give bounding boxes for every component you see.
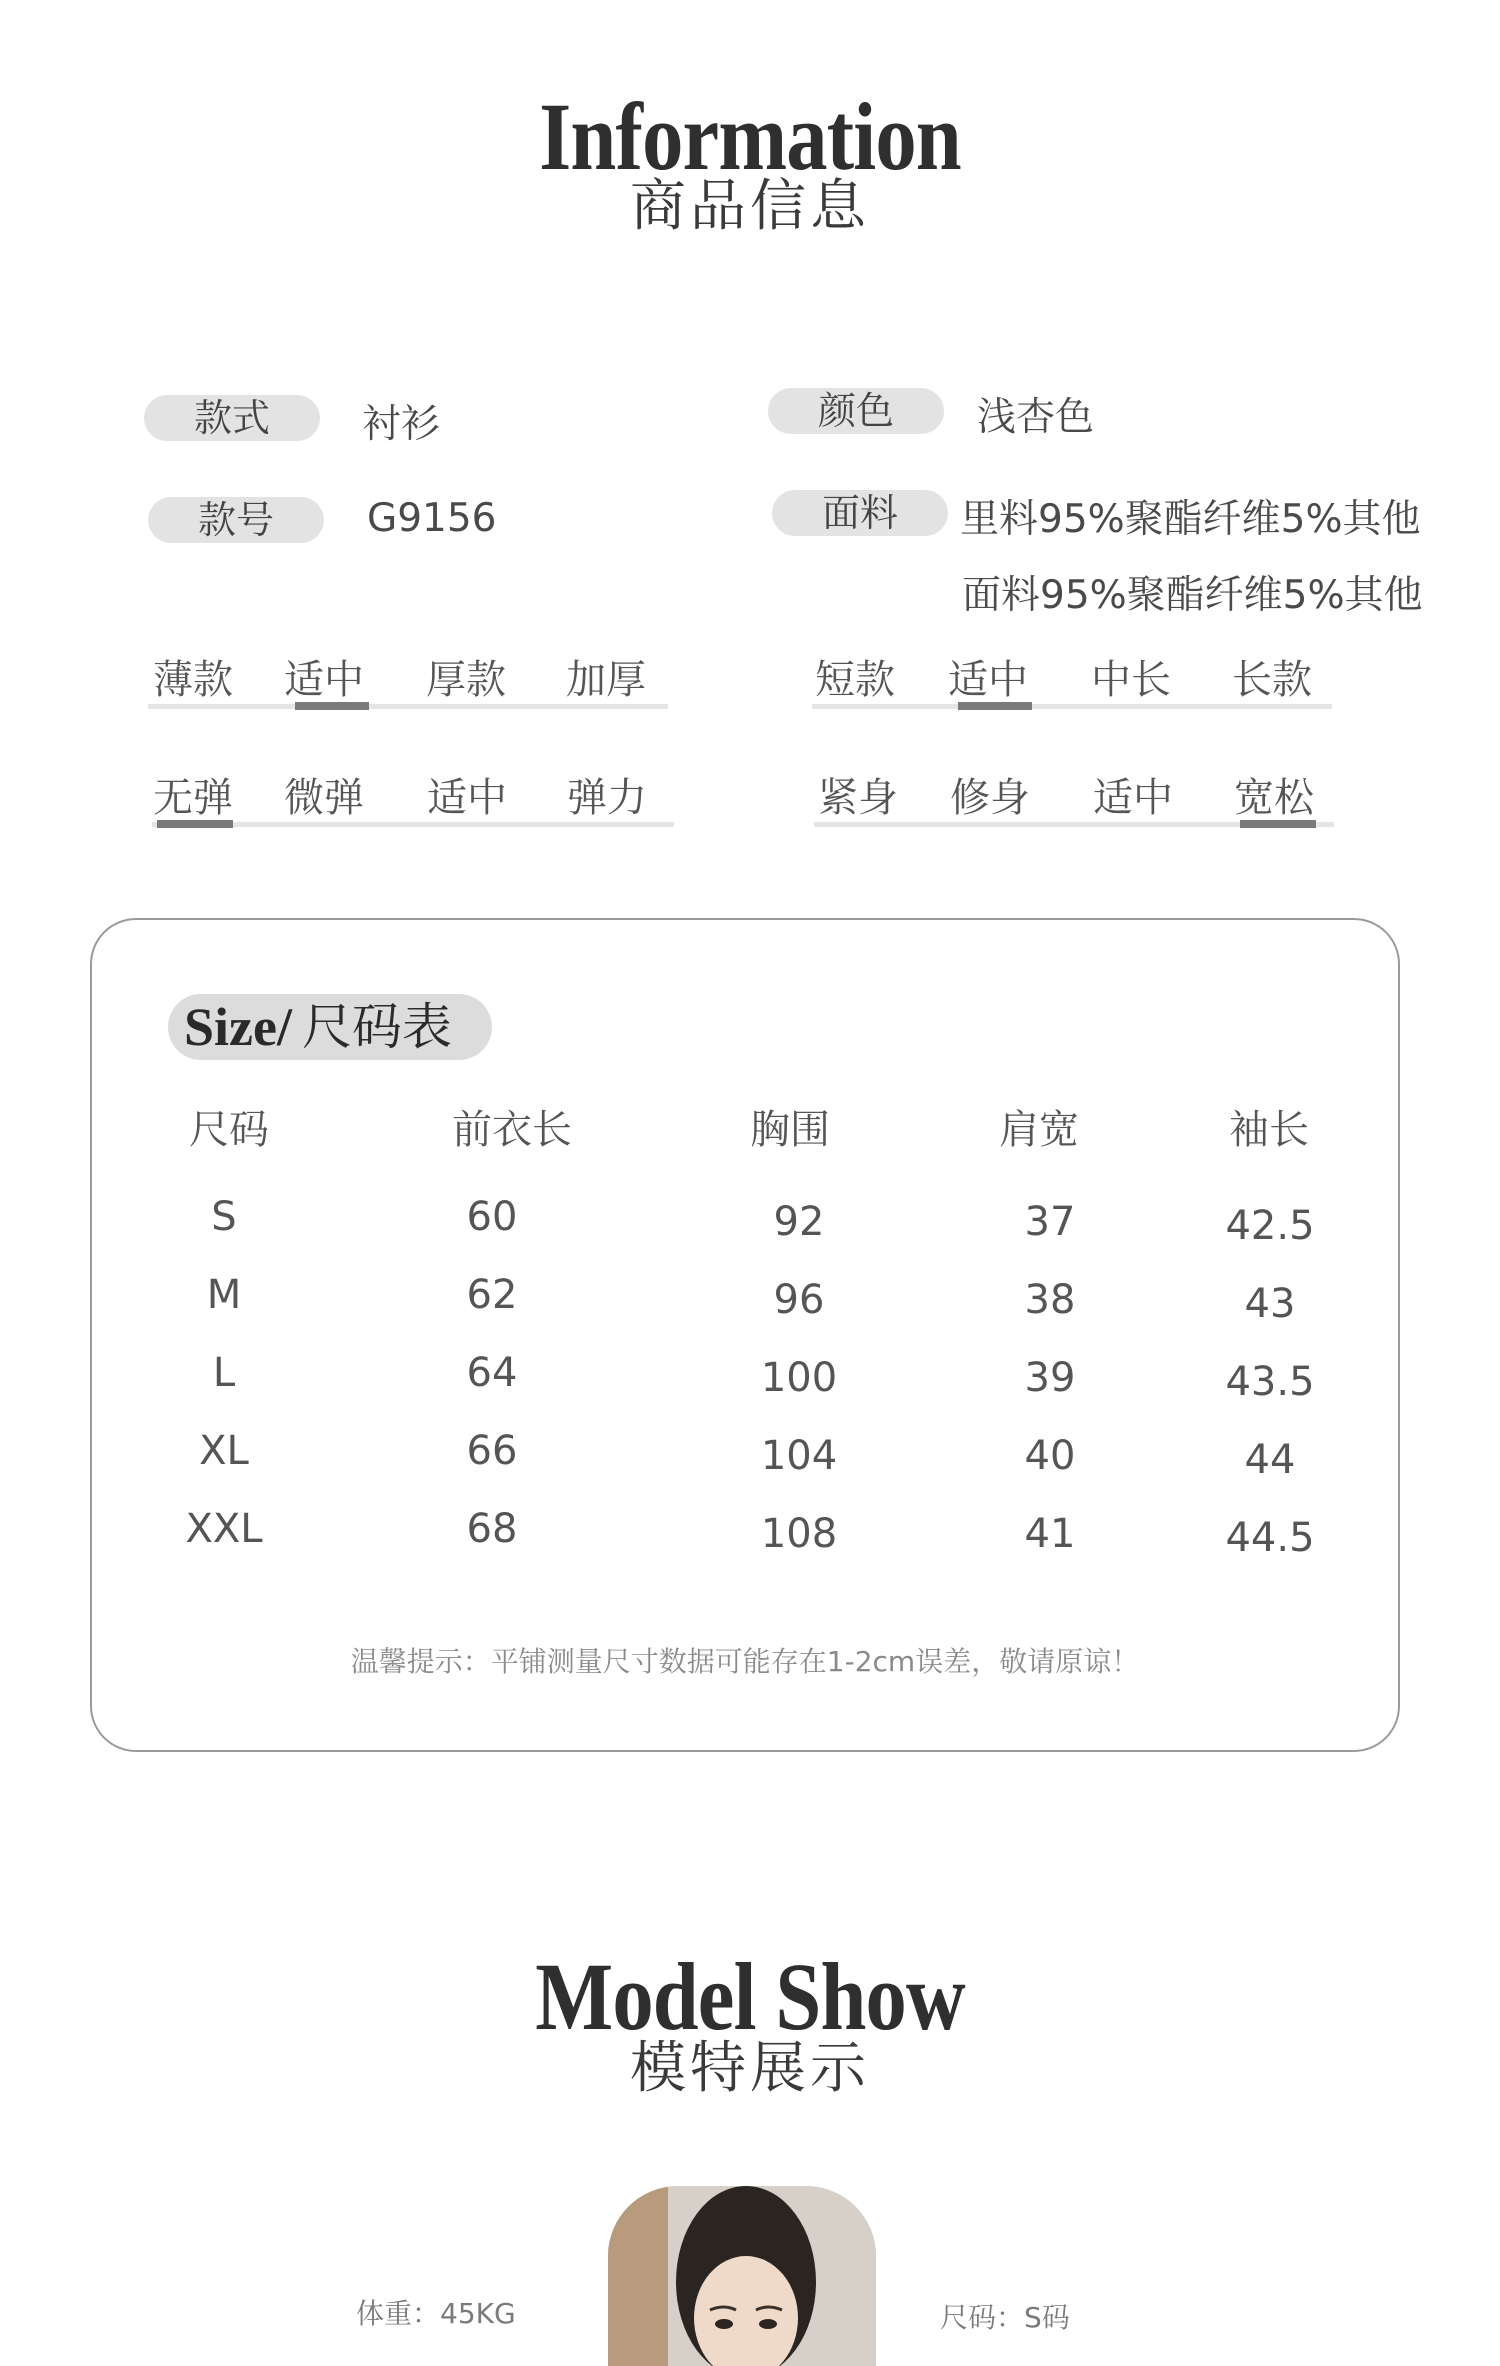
size-cell: 64 (466, 1350, 518, 1396)
size-cell: 40 (1024, 1433, 1076, 1479)
fabric-shell: 面料95%聚酯纤维5%其他 (962, 573, 1423, 618)
measurement-tip: 温馨提示：平铺测量尺寸数据可能存在1-2cm误差，敬请原谅！ (350, 1645, 1140, 1678)
elasticity-option: 适中 (427, 775, 507, 821)
size-cell: 39 (1024, 1355, 1076, 1401)
length-option: 长款 (1232, 657, 1312, 703)
fit-option: 紧身 (818, 775, 898, 821)
size-cell: 41 (1024, 1511, 1076, 1557)
thickness-option: 加厚 (566, 657, 646, 703)
fit-option: 宽松 (1234, 775, 1314, 821)
size-cell: 37 (1024, 1199, 1076, 1245)
size-cell: 38 (1024, 1277, 1076, 1323)
size-cell: XXL (185, 1506, 263, 1552)
fabric-lining: 里料95%聚酯纤维5%其他 (960, 497, 1421, 542)
model-avatar (608, 2186, 876, 2366)
size-cell: 92 (773, 1199, 825, 1245)
size-cell: 96 (773, 1277, 825, 1323)
size-cell: 104 (760, 1433, 838, 1479)
size-cell: M (206, 1272, 242, 1318)
size-header: 尺码 (189, 1107, 269, 1153)
color-value: 浅杏色 (977, 395, 1095, 440)
elasticity-option: 无弹 (153, 775, 233, 821)
thickness-option: 薄款 (153, 657, 233, 703)
size-cell: 108 (760, 1511, 838, 1557)
length-option: 短款 (815, 657, 895, 703)
elasticity-option: 微弹 (284, 775, 364, 821)
style-label: 款式 (144, 395, 320, 441)
size-header: 前衣长 (452, 1107, 572, 1153)
style-value: 衬衫 (362, 402, 441, 447)
size-cell: 44 (1244, 1437, 1296, 1483)
size-header: 胸围 (750, 1107, 830, 1153)
size-cell: XL (199, 1428, 249, 1474)
item-no-label: 款号 (148, 497, 324, 543)
size-cell: 43 (1244, 1281, 1296, 1327)
length-option: 中长 (1091, 657, 1171, 703)
color-label: 颜色 (768, 388, 944, 434)
size-cell: S (211, 1194, 237, 1240)
fabric-label: 面料 (772, 490, 948, 536)
size-cell: 42.5 (1225, 1203, 1315, 1249)
size-cell: 60 (466, 1194, 518, 1240)
size-header: 肩宽 (999, 1107, 1079, 1153)
information-subtitle: 商品信息 (630, 174, 870, 239)
size-header: 袖长 (1229, 1107, 1309, 1153)
size-cell: 68 (466, 1506, 518, 1552)
model-size: 尺码：S码 (940, 2301, 1070, 2334)
size-cell: 62 (466, 1272, 518, 1318)
size-title-cn: 尺码表 (302, 998, 452, 1056)
size-cell: 43.5 (1225, 1359, 1315, 1405)
fit-option: 修身 (950, 775, 1030, 821)
model-portrait-icon (608, 2186, 876, 2366)
model-show-title: Model Show (535, 1943, 965, 2050)
size-title-en: Size/ (184, 997, 292, 1057)
size-cell: L (212, 1350, 236, 1396)
model-weight: 体重：45KG (356, 2297, 516, 2330)
thickness-option: 厚款 (426, 657, 506, 703)
item-no-value: G9156 (367, 496, 497, 541)
size-cell: 100 (760, 1355, 838, 1401)
length-option: 适中 (948, 657, 1028, 703)
fit-option: 适中 (1093, 775, 1173, 821)
model-show-subtitle: 模特展示 (630, 2036, 870, 2101)
size-cell: 44.5 (1225, 1515, 1315, 1561)
information-title: Information (539, 83, 961, 190)
thickness-option: 适中 (284, 657, 364, 703)
size-cell: 66 (466, 1428, 518, 1474)
elasticity-option: 弹力 (567, 775, 647, 821)
